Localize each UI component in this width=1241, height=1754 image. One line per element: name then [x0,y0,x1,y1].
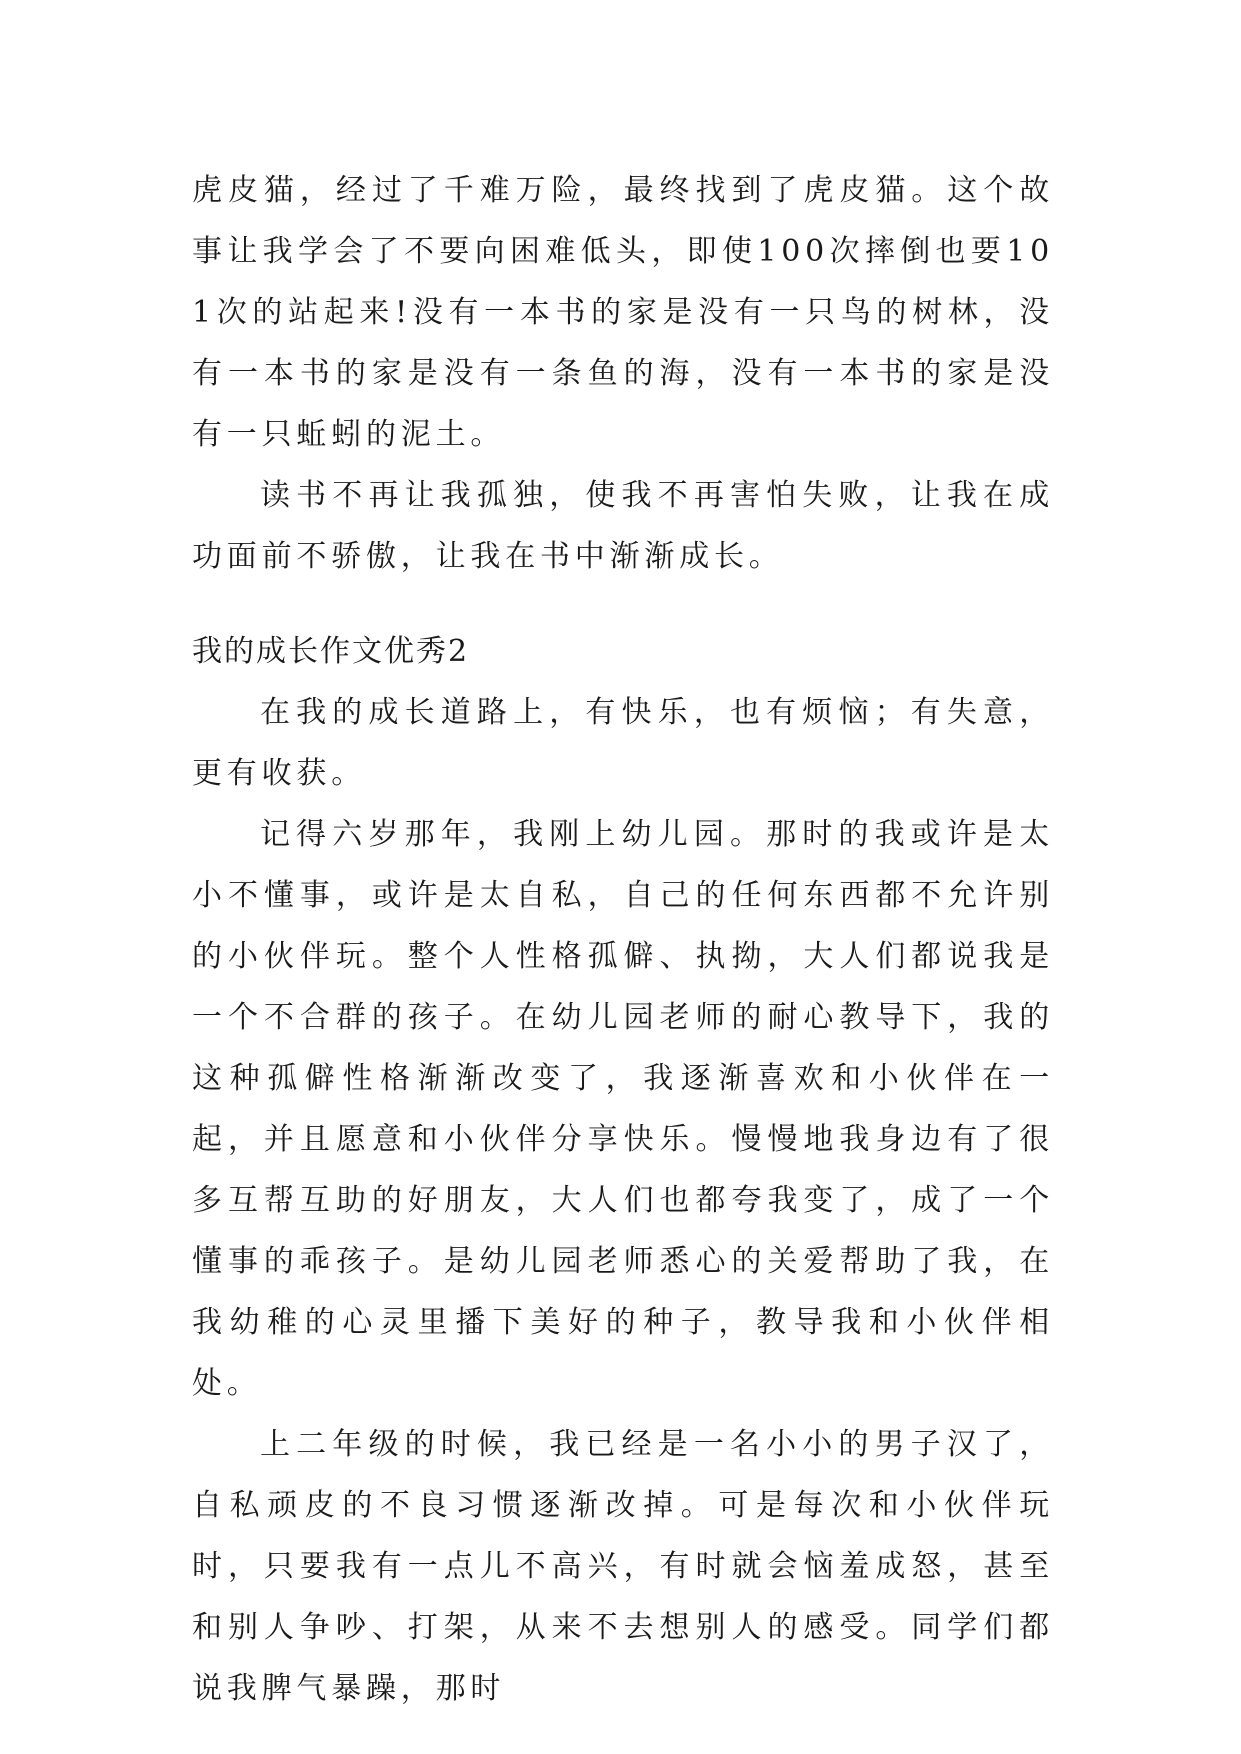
paragraph-second-grade: 上二年级的时候，我已经是一名小小的男子汉了，自私顽皮的不良习惯逐渐改掉。可是每次和小伙伴玩时，只要我有一点儿不高兴，有时就会恼羞成怒，甚至和别人争吵、打架，从来不去想别人的感受。同学们都说我脾气暴躁，那时 [192,1427,1054,1706]
paragraph-reading-growth: 读书不再让我孤独，使我不再害怕失败，让我在成功面前不骄傲，让我在书中渐渐成长。 [192,478,1054,574]
section-title: 我的成长作文优秀2 [192,634,470,669]
paragraph-growth-intro: 在我的成长道路上，有快乐，也有烦恼；有失意，更有收获。 [192,695,1054,791]
document-body [192,160,1054,1719]
paragraph-story-ending: 虎皮猫，经过了千难万险，最终找到了虎皮猫。这个故事让我学会了不要向困难低头，即使100次摔倒也要101次的站起来!没有一本书的家是没有一只鸟的树林，没有一本书的家是没有一条鱼的海，没有一本书的家是没有一只蚯蚓的泥土。 [192,173,1054,452]
paragraph-kindergarten: 记得六岁那年，我刚上幼儿园。那时的我或许是太小不懂事，或许是太自私，自己的任何东西都不允许别的小伙伴玩。整个人性格孤僻、执拗，大人们都说我是一个不合群的孩子。在幼儿园老师的耐心教导下，我的这种孤僻性格渐渐改变了，我逐渐喜欢和小伙伴在一起，并且愿意和小伙伴分享快乐。慢慢地我身边有了很多互帮互助的好朋友，大人们也都夸我变了，成了一个懂事的乖孩子。是幼儿园老师悉心的关爱帮助了我，在我幼稚的心灵里播下美好的种子，教导我和小伙伴相处。 [192,817,1054,1401]
